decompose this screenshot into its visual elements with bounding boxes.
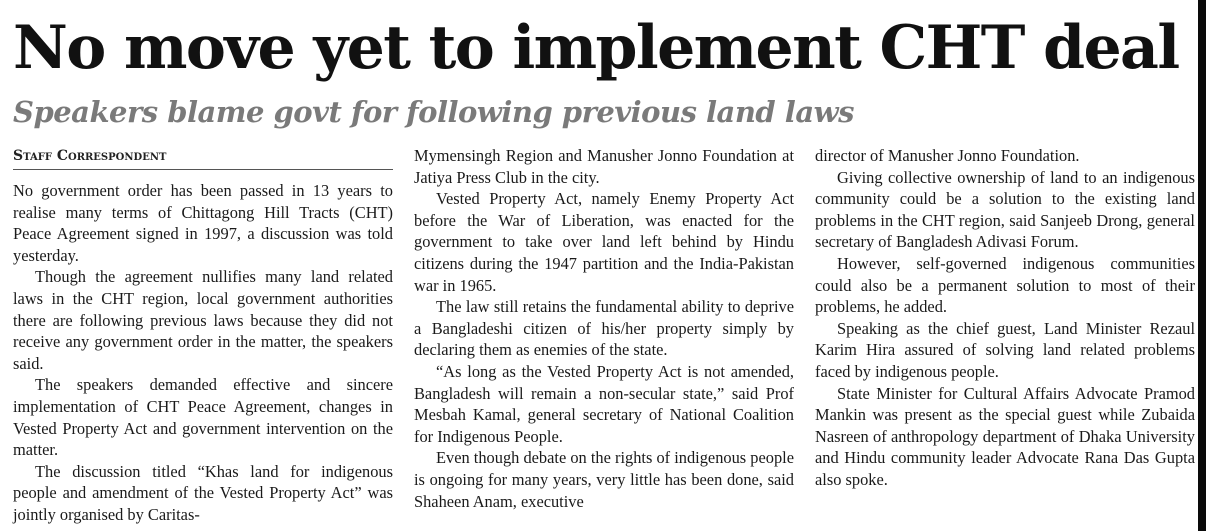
headline: No move yet to implement CHT deal — [13, 13, 1179, 83]
subheadline: Speakers blame govt for following previous land laws — [13, 95, 854, 129]
page-edge-bar — [1198, 0, 1206, 531]
paragraph: Giving collective ownership of land to an indigenous community could be a solution to the existing land problems in the CHT region, said Sanjeeb Drong, general secretary of Bangladesh Adivasi Forum. — [815, 167, 1195, 252]
paragraph: Vested Property Act, namely Enemy Property Act before the War of Liberation, was enacted for the government to take over land left behind by Hindu citizens during the 1947 partition and the India-Pakistan war in 1965. — [414, 189, 794, 295]
paragraph: Even though debate on the rights of indigenous people is ongoing for many years, very little has been done, said Shaheen Anam, executive — [414, 448, 794, 511]
article-column-3 — [815, 145, 1195, 491]
paragraph: “As long as the Vested Property Act is not amended, Bangladesh will remain a non-secular state,” said Prof Mesbah Kamal, general secretary of National Coalition for Indigenous People. — [414, 361, 794, 446]
paragraph: The law still retains the fundamental ability to deprive a Bangladeshi citizen of his/her property simply by declaring them as enemies of the state. — [414, 297, 794, 360]
paragraph: No government order has been passed in 13 years to realise many terms of Chittagong Hill Tracts (CHT) Peace Agreement signed in 1997, a discussion was told yesterday. — [13, 181, 393, 265]
paragraph: Speaking as the chief guest, Land Minister Rezaul Karim Hira assured of solving land related problems faced by indigenous people. — [815, 318, 1195, 381]
paragraph: State Minister for Cultural Affairs Advocate Pramod Mankin was present as the special guest while Zubaida Nasreen of anthropology department of Dhaka University and Hindu community leader Advocate Rana Das Gupta also spoke. — [815, 383, 1195, 489]
byline: Staff Correspondent — [13, 146, 393, 170]
article-column-1 — [13, 180, 393, 526]
paragraph: The discussion titled “Khas land for indigenous people and amendment of the Vested Property Act” was jointly organised by Caritas- — [13, 461, 393, 524]
paragraph: However, self-governed indigenous communities could also be a permanent solution to most of their problems, he added. — [815, 253, 1195, 317]
paragraph: The speakers demanded effective and sincere implementation of CHT Peace Agreement, changes in Vested Property Act and government intervention on the matter. — [13, 375, 393, 460]
paragraph: Mymensingh Region and Manusher Jonno Foundation at Jatiya Press Club in the city. — [414, 146, 794, 187]
article-column-2 — [414, 145, 794, 512]
paragraph: Though the agreement nullifies many land related laws in the CHT region, local government authorities there are following previous laws because they did not receive any government order in the matter, the speakers said. — [13, 267, 393, 373]
paragraph: director of Manusher Jonno Foundation. — [815, 146, 1080, 165]
